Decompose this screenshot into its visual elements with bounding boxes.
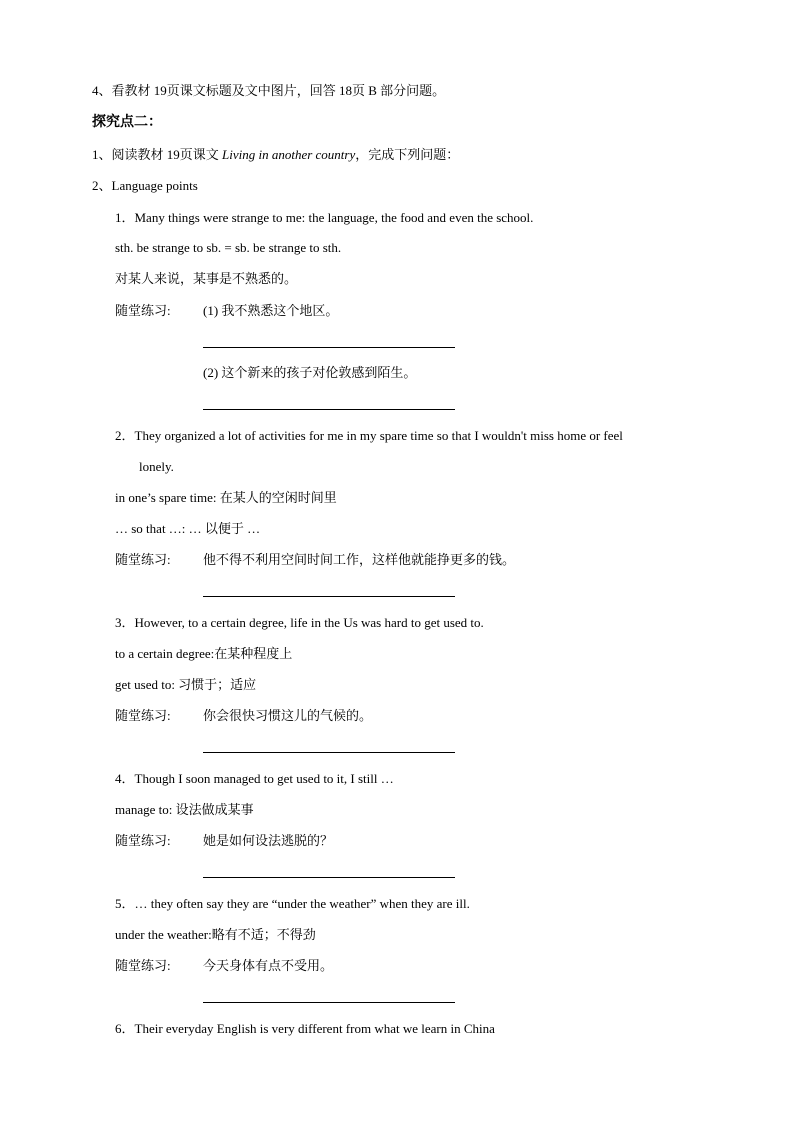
point-1-note-2: 对某人来说，某事是不熟悉的。 <box>115 271 298 286</box>
point-2-exercise: 他不得不利用空间时间工作，这样他就能挣更多的钱。 <box>203 552 516 567</box>
practice-label-1: 随堂练习: <box>115 303 171 318</box>
point-1-sentence: 1．Many things were strange to me: the language, the food and even the school. <box>115 210 534 225</box>
point-3-exercise: 你会很快习惯这儿的气候的。 <box>203 708 373 723</box>
item-1-prefix: 1、阅读教材 19页课文 <box>92 147 223 162</box>
practice-label-3: 随堂练习: <box>115 708 171 723</box>
answer-line-6[interactable] <box>203 1002 455 1003</box>
point-1-exercise-1: (1) 我不熟悉这个地区。 <box>203 303 339 318</box>
point-3-note-2: get used to: 习惯于；适应 <box>115 677 257 692</box>
point-5-note-1: under the weather:略有不适；不得劲 <box>115 927 316 942</box>
point-3-note-1: to a certain degree:在某种程度上 <box>115 646 293 661</box>
item-4: 4、看教材 19页课文标题及文中图片，回答 18页 B 部分问题。 <box>92 83 446 98</box>
answer-line-3[interactable] <box>203 596 455 597</box>
answer-line-1[interactable] <box>203 347 455 348</box>
point-2-sentence-l2: lonely. <box>139 459 174 474</box>
point-2-sentence-l1: 2．They organized a lot of activities for me in my spare time so that I wouldn't miss home or feel <box>115 428 623 443</box>
point-6-sentence: 6．Their everyday English is very different from what we learn in China <box>115 1021 495 1036</box>
item-2: 2、Language points <box>92 178 198 193</box>
point-4-sentence: 4．Though I soon managed to get used to it, I still … <box>115 771 394 786</box>
item-1-suffix: ，完成下列问题： <box>355 147 460 162</box>
point-4-exercise: 她是如何设法逃脱的？ <box>203 833 334 848</box>
practice-label-4: 随堂练习: <box>115 833 171 848</box>
practice-label-2: 随堂练习: <box>115 552 171 567</box>
answer-line-4[interactable] <box>203 752 455 753</box>
point-2-note-1: in one’s spare time: 在某人的空闲时间里 <box>115 490 337 505</box>
point-1-note-1: sth. be strange to sb. = sb. be strange to sth. <box>115 240 342 255</box>
answer-line-5[interactable] <box>203 877 455 878</box>
practice-label-5: 随堂练习: <box>115 958 171 973</box>
point-5-exercise: 今天身体有点不受用。 <box>203 958 334 973</box>
point-5-sentence: 5．… they often say they are “under the weather” when they are ill. <box>115 896 470 911</box>
point-1-exercise-2: (2) 这个新来的孩子对伦敦感到陌生。 <box>203 365 417 380</box>
point-3-sentence: 3．However, to a certain degree, life in the Us was hard to get used to. <box>115 615 484 630</box>
item-1-title: Living in another country <box>222 147 356 162</box>
item-1 <box>92 146 459 164</box>
answer-line-2[interactable] <box>203 409 455 410</box>
point-4-note-1: manage to: 设法做成某事 <box>115 802 254 817</box>
point-2-note-2: … so that …: … 以便于 … <box>115 521 261 536</box>
section-title: 探究点二： <box>92 115 162 130</box>
